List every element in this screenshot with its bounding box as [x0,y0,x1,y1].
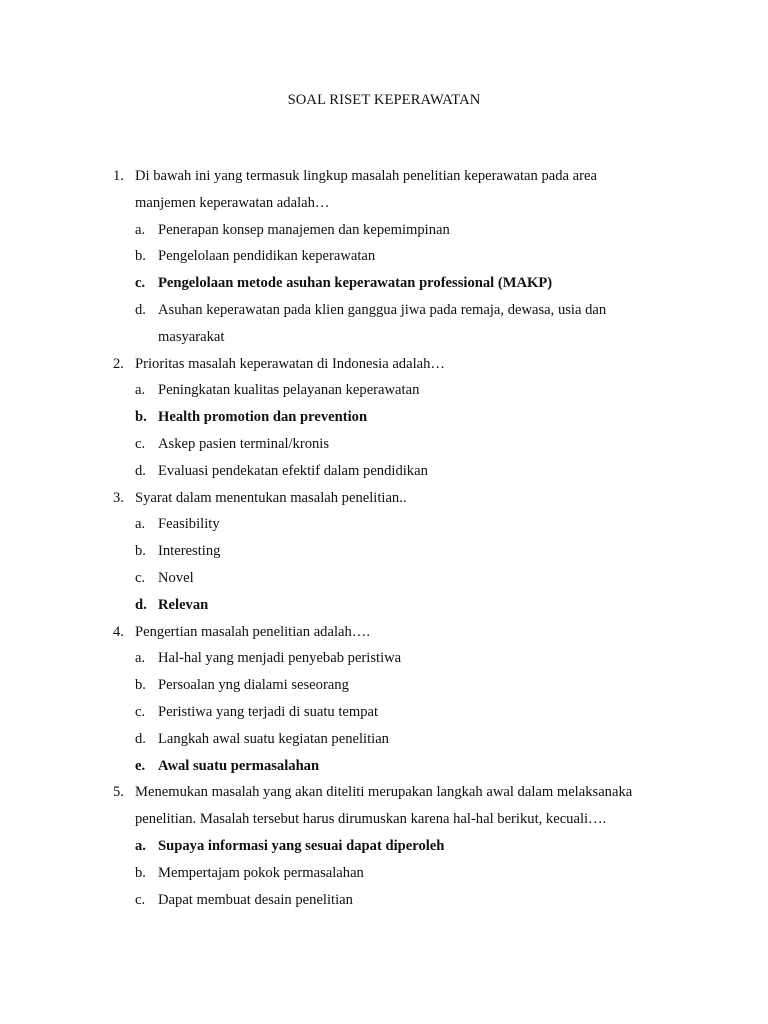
question-line [0,485,768,512]
option-letter: b. [135,409,147,426]
option-letter: b. [135,677,146,694]
question-line [0,619,768,646]
option-text: Interesting [158,543,221,560]
question-text: Menemukan masalah yang akan diteliti merupakan langkah awal dalam melaksanaka [135,784,633,801]
option-text: Langkah awal suatu kegiatan penelitian [158,730,389,747]
question-item [0,485,768,619]
document-title: SOAL RISET KEPERAWATAN [287,92,481,108]
option-letter: d. [135,462,146,479]
question-text: Di bawah ini yang termasuk lingkup masalah penelitian keperawatan pada area [135,168,597,184]
question-text: Syarat dalam menentukan masalah penelitian.. [135,489,407,506]
question-number: 2. [113,355,124,372]
option-text: Hal-hal yang menjadi penyebab peristiwa [158,650,402,667]
option-text: Peningkatan kualitas pelayanan keperawatan [158,382,420,399]
option-text: Asuhan keperawatan pada klien ganggua jiwa pada remaja, dewasa, usia dan [158,301,607,318]
question-text: Prioritas masalah keperawatan di Indonesia adalah… [135,355,446,372]
option-text: Novel [158,569,194,586]
answer-option [0,538,768,565]
answer-option [0,672,768,699]
option-text: Health promotion dan prevention [158,409,368,426]
answer-option [0,458,768,485]
option-text: Feasibility [158,516,220,533]
option-letter: a. [135,221,146,238]
option-letter: c. [135,435,146,452]
option-letter: d. [135,301,146,318]
question-text: manjemen keperawatan adalah… [135,194,330,211]
question-list [0,163,768,913]
option-letter: a. [135,382,146,399]
option-text: Penerapan konsep manajemen dan kepemimpinan [158,221,450,238]
option-text: masyarakat [158,328,225,345]
question-item [0,619,768,780]
option-letter: d. [135,596,147,613]
question-line [0,806,768,833]
option-letter: e. [135,757,146,774]
answer-option [0,699,768,726]
option-letter: c. [135,275,146,292]
option-text: Mempertajam pokok permasalahan [158,864,364,881]
answer-option [0,243,768,270]
question-line [0,351,768,378]
answer-option-correct [0,270,768,297]
answer-option-correct [0,753,768,780]
answer-option [0,645,768,672]
option-letter: a. [135,516,146,533]
option-letter: c. [135,703,146,720]
option-text: Pengelolaan pendidikan keperawatan [158,248,376,265]
question-text: Pengertian masalah penelitian adalah…. [135,623,371,640]
answer-option-correct [0,592,768,619]
answer-option [0,324,768,351]
option-text: Peristiwa yang terjadi di suatu tempat [158,703,379,720]
answer-option [0,217,768,244]
option-text: Supaya informasi yang sesuai dapat diperoleh [158,837,445,854]
question-item [0,163,768,351]
option-text: Askep pasien terminal/kronis [158,435,330,452]
option-text: Persoalan yng dialami seseorang [158,677,349,694]
question-item [0,779,768,913]
answer-option [0,860,768,887]
answer-option [0,726,768,753]
option-letter: b. [135,248,146,265]
option-letter: d. [135,730,146,747]
option-text: Pengelolaan metode asuhan keperawatan professional (MAKP) [158,275,553,292]
answer-option [0,887,768,914]
question-item [0,351,768,485]
option-text: Evaluasi pendekatan efektif dalam pendidikan [158,462,428,479]
option-letter: b. [135,864,146,881]
answer-option [0,565,768,592]
option-text: Relevan [158,596,209,613]
question-line [0,163,768,190]
option-letter: b. [135,543,146,560]
question-number: 4. [113,623,124,640]
answer-option [0,377,768,404]
option-letter: c. [135,891,146,908]
answer-option [0,431,768,458]
question-text: penelitian. Masalah tersebut harus dirumuskan karena hal-hal berikut, kecuali…. [135,811,607,828]
answer-option-correct [0,404,768,431]
option-letter: a. [135,837,146,854]
option-text: Awal suatu permasalahan [158,757,320,774]
question-line [0,190,768,217]
option-letter: c. [135,569,146,586]
question-number: 5. [113,784,124,801]
option-text: Dapat membuat desain penelitian [158,891,353,908]
option-letter: a. [135,650,146,667]
question-number: 3. [113,489,124,506]
question-line [0,779,768,806]
question-number: 1. [113,168,124,184]
answer-option-correct [0,833,768,860]
answer-option [0,511,768,538]
answer-option [0,297,768,324]
